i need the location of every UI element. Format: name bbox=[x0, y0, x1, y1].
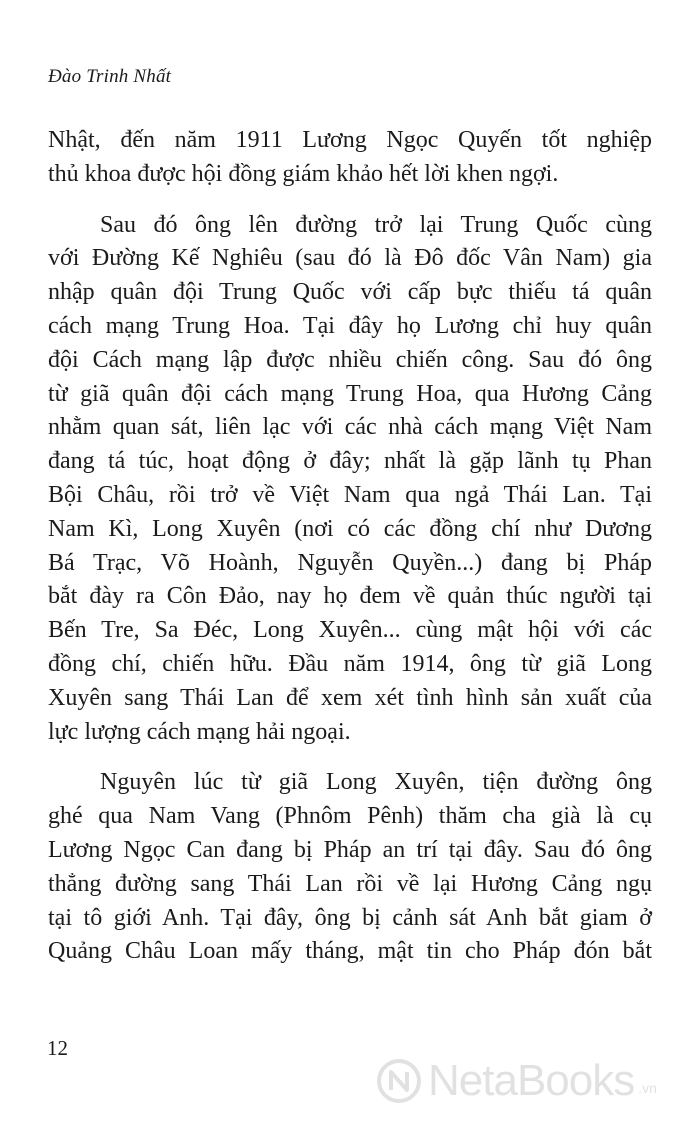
text-line: nhập quân đội Trung Quốc với cấp bực thiếu tá quân bbox=[48, 279, 652, 306]
watermark-tld: .vn bbox=[638, 1080, 657, 1096]
text-line: đồng chí, chiến hữu. Đầu năm 1914, ông từ giã Long bbox=[48, 650, 652, 677]
text-line: thẳng đường sang Thái Lan rồi về lại Hương Cảng ngụ bbox=[48, 870, 652, 897]
text-line: Lương Ngọc Can đang bị Pháp an trí tại đây. Sau đó ông bbox=[48, 836, 652, 863]
text-line: Nam Kì, Long Xuyên (nơi có các đồng chí như Dương bbox=[48, 515, 652, 542]
running-header: Đào Trinh Nhất bbox=[48, 66, 172, 87]
text-line: lực lượng cách mạng hải ngoại. bbox=[48, 718, 351, 745]
text-line: đội Cách mạng lập được nhiều chiến công. Sau đó ông bbox=[48, 346, 652, 373]
text-line: đang tá túc, hoạt động ở đây; nhất là gặp lãnh tụ Phan bbox=[48, 448, 652, 475]
text-line: Quảng Châu Loan mấy tháng, mật tin cho Pháp đón bắt bbox=[48, 938, 652, 965]
text-line: ghé qua Nam Vang (Phnôm Pênh) thăm cha già là cụ bbox=[48, 803, 652, 830]
text-line: tại tô giới Anh. Tại đây, ông bị cảnh sát Anh bắt giam ở bbox=[48, 904, 652, 931]
body-text bbox=[48, 124, 652, 969]
text-line: từ giã quân đội cách mạng Trung Hoa, qua Hương Cảng bbox=[48, 380, 652, 407]
text-line: nhằm quan sát, liên lạc với các nhà cách mạng Việt Nam bbox=[48, 414, 652, 441]
text-line: Bội Châu, rồi trở về Việt Nam qua ngả Thái Lan. Tại bbox=[48, 481, 652, 508]
text-line: Xuyên sang Thái Lan để xem xét tình hình sản xuất của bbox=[48, 684, 652, 711]
neta-logo-icon bbox=[376, 1058, 422, 1104]
page-number: 12 bbox=[47, 1036, 68, 1060]
text-line: thủ khoa được hội đồng giám khảo hết lời khen ngợi. bbox=[48, 160, 559, 187]
text-line: với Đường Kế Nghiêu (sau đó là Đô đốc Vân Nam) gia bbox=[48, 245, 652, 272]
text-line: Nguyên lúc từ giã Long Xuyên, tiện đường ông bbox=[100, 769, 652, 796]
watermark bbox=[376, 1056, 657, 1106]
text-line: bắt đày ra Côn Đảo, nay họ đem về quản thúc người tại bbox=[48, 583, 652, 610]
text-line: Bến Tre, Sa Đéc, Long Xuyên... cùng mật hội với các bbox=[48, 617, 652, 644]
watermark-brand: NetaBooks bbox=[428, 1056, 635, 1105]
text-line: Nhật, đến năm 1911 Lương Ngọc Quyến tốt nghiệp bbox=[48, 127, 652, 153]
text-line: cách mạng Trung Hoa. Tại đây họ Lương chỉ huy quân bbox=[48, 312, 652, 339]
text-line: Sau đó ông lên đường trở lại Trung Quốc cùng bbox=[100, 211, 652, 238]
text-line: Bá Trạc, Võ Hoành, Nguyễn Quyền...) đang bị Pháp bbox=[48, 549, 652, 576]
